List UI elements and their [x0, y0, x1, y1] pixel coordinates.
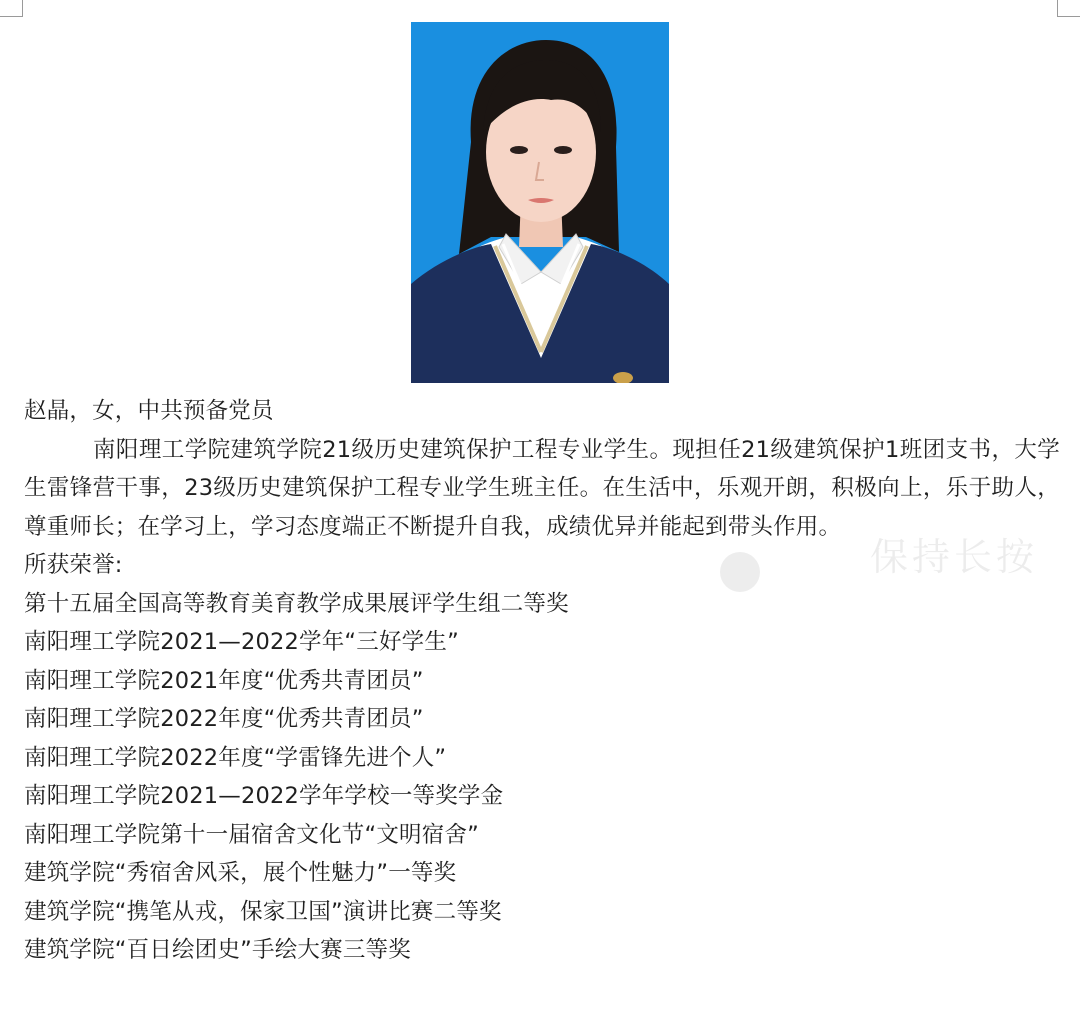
honor-item: 建筑学院“秀宿舍风采，展个性魅力”一等奖 [24, 860, 457, 887]
honor-item: 南阳理工学院第十一届宿舍文化节“文明宿舍” [24, 821, 480, 848]
watermark-text: 保持长按 [870, 535, 1039, 579]
portrait-photo [411, 22, 669, 383]
honor-item: 南阳理工学院2022年度“优秀共青团员” [24, 706, 424, 733]
honor-item: 南阳理工学院2022年度“学雷锋先进个人” [24, 744, 447, 771]
honor-item: 南阳理工学院2021年度“优秀共青团员” [24, 667, 424, 694]
profile-bio: 南阳理工学院建筑学院21级历史建筑保护工程专业学生。现担任21级建筑保护1班团支书，大学生雷锋营干事，23级历史建筑保护工程专业学生班主任。在生活中，乐观开朗，积极向上，乐于助人，尊重师长；在学习上，学习态度端正不断提升自我，成绩优异并能起到带头作用。 [24, 436, 1060, 540]
honor-item: 南阳理工学院2021—2022学年“三好学生” [24, 629, 459, 656]
honor-item: 建筑学院“百日绘团史”手绘大赛三等奖 [24, 937, 411, 964]
profile-document [24, 392, 1060, 970]
corner-crop-mark-left [0, 0, 23, 17]
honors-list [24, 585, 1060, 970]
corner-crop-mark-right [1057, 0, 1080, 17]
profile-intro: 赵晶，女，中共预备党员 [24, 398, 274, 424]
honors-heading: 所获荣誉: [24, 552, 123, 579]
honor-item: 南阳理工学院2021—2022学年学校一等奖学金 [24, 783, 504, 810]
honor-item: 第十五届全国高等教育美育教学成果展评学生组二等奖 [24, 590, 569, 617]
honor-item: 建筑学院“携笔从戎，保家卫国”演讲比赛二等奖 [24, 898, 502, 925]
